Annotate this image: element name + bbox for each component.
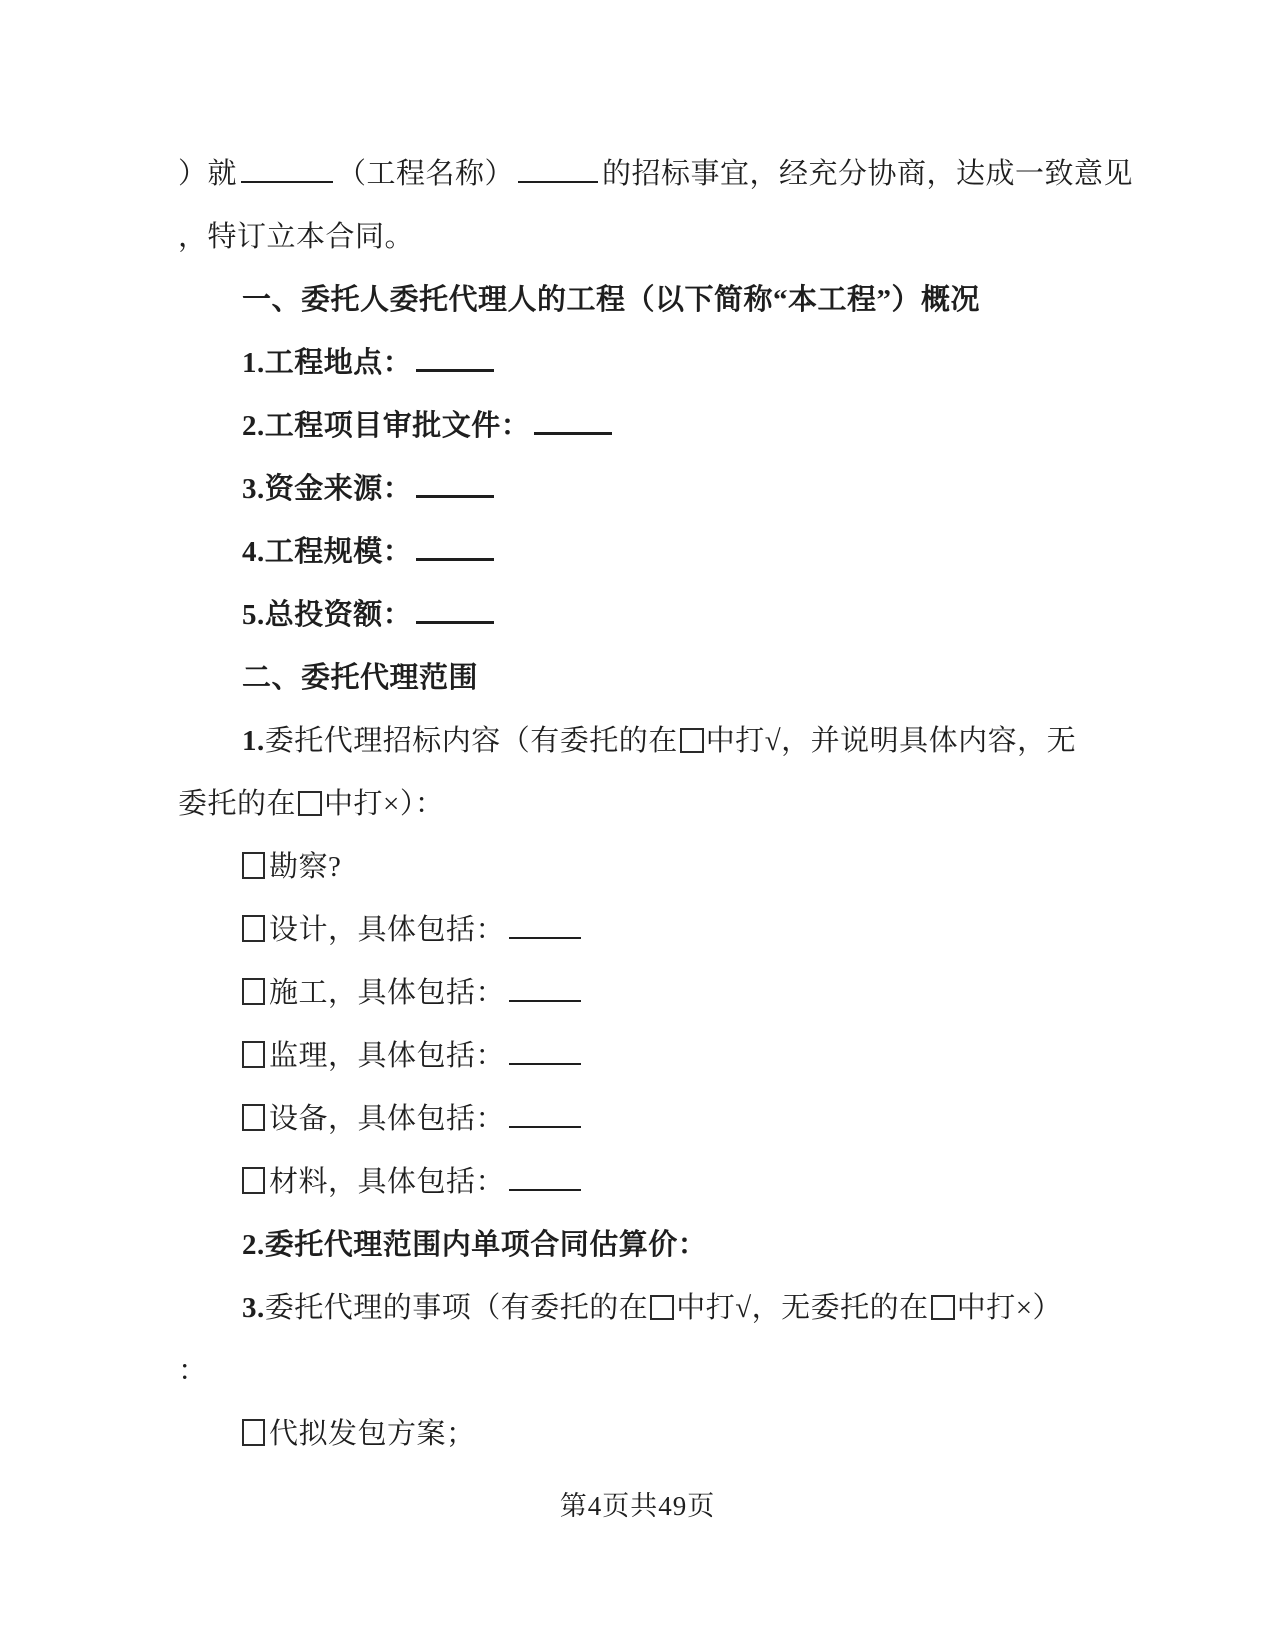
text-run: 的招标事宜，经充分协商，达成一致意见 — [602, 158, 1134, 190]
text-run: （工程名称） — [337, 158, 515, 190]
text-run: 2.委托代理范围内单项合同估算价： — [242, 1229, 708, 1261]
doc-line — [178, 710, 1105, 773]
doc-line — [178, 1214, 1105, 1277]
text-run: ： — [178, 1355, 208, 1387]
text-run: 代拟发包方案； — [269, 1418, 476, 1450]
text-run: 二、委托代理范围 — [242, 662, 479, 694]
text-run: 设备，具体包括： — [269, 1103, 506, 1135]
checkbox-icon — [242, 852, 265, 879]
doc-line — [178, 458, 1105, 521]
checkbox-icon — [242, 1041, 265, 1068]
text-run: 中打√，并说明具体内容，无 — [705, 725, 1077, 757]
text-run: ）就 — [178, 158, 238, 190]
doc-line — [178, 962, 1105, 1025]
text-run: 中打√，无委托的在 — [676, 1292, 929, 1324]
doc-line — [178, 836, 1105, 899]
doc-line — [178, 206, 1105, 269]
doc-line — [178, 332, 1105, 395]
fill-in-blank — [509, 996, 581, 1002]
fill-in-blank — [534, 428, 612, 435]
text-run: 1.工程地点： — [242, 347, 413, 379]
text-run: 委托代理招标内容（有委托的在 — [264, 725, 678, 757]
text-run: 2.工程项目审批文件： — [242, 410, 531, 442]
checkbox-icon — [931, 1295, 955, 1320]
fill-in-blank — [241, 177, 333, 183]
fill-in-blank — [509, 1185, 581, 1191]
fill-in-blank — [518, 177, 598, 183]
doc-line — [178, 1088, 1105, 1151]
checkbox-icon — [242, 1419, 265, 1446]
doc-line — [178, 1025, 1105, 1088]
doc-line — [178, 395, 1105, 458]
checkbox-icon — [242, 978, 265, 1005]
doc-line — [178, 1340, 1105, 1403]
fill-in-blank — [416, 365, 494, 372]
doc-line — [178, 269, 1105, 332]
page-footer: 第4页共49页 — [559, 1491, 716, 1521]
checkbox-icon — [242, 1104, 265, 1131]
checkbox-icon — [298, 791, 322, 816]
checkbox-icon — [242, 1167, 265, 1194]
doc-line — [178, 521, 1105, 584]
checkbox-icon — [650, 1295, 674, 1320]
text-run: 3.资金来源： — [242, 473, 413, 505]
doc-line — [178, 899, 1105, 962]
doc-line — [178, 647, 1105, 710]
text-run: 材料，具体包括： — [269, 1166, 506, 1198]
text-run: 勘察? — [269, 851, 342, 883]
text-run: 4.工程规模： — [242, 536, 413, 568]
text-run: ，特订立本合同。 — [178, 221, 415, 253]
doc-line — [178, 143, 1134, 206]
doc-line — [178, 1277, 1105, 1340]
text-run: 委托代理的事项（有委托的在 — [264, 1292, 649, 1324]
fill-in-blank — [509, 933, 581, 939]
text-run: 中打×）： — [324, 788, 445, 820]
text-run: 施工，具体包括： — [269, 977, 506, 1009]
text-run: 1. — [242, 725, 265, 757]
text-run: 设计，具体包括： — [269, 914, 506, 946]
document-body — [178, 143, 1134, 1466]
fill-in-blank — [509, 1059, 581, 1065]
doc-line — [178, 1151, 1105, 1214]
text-run: 委托的在 — [178, 788, 297, 820]
doc-line — [178, 1403, 1105, 1466]
text-run: 中打×） — [956, 1292, 1063, 1324]
fill-in-blank — [509, 1122, 581, 1128]
text-run: 3. — [242, 1292, 265, 1324]
fill-in-blank — [416, 617, 494, 624]
text-run: 一、委托人委托代理人的工程（以下简称“本工程”）概况 — [242, 284, 981, 316]
checkbox-icon — [680, 728, 704, 753]
checkbox-icon — [242, 915, 265, 942]
text-run: 监理，具体包括： — [269, 1040, 506, 1072]
doc-line — [178, 773, 1105, 836]
doc-line — [178, 584, 1105, 647]
fill-in-blank — [416, 554, 494, 561]
fill-in-blank — [416, 491, 494, 498]
text-run: 5.总投资额： — [242, 599, 413, 631]
